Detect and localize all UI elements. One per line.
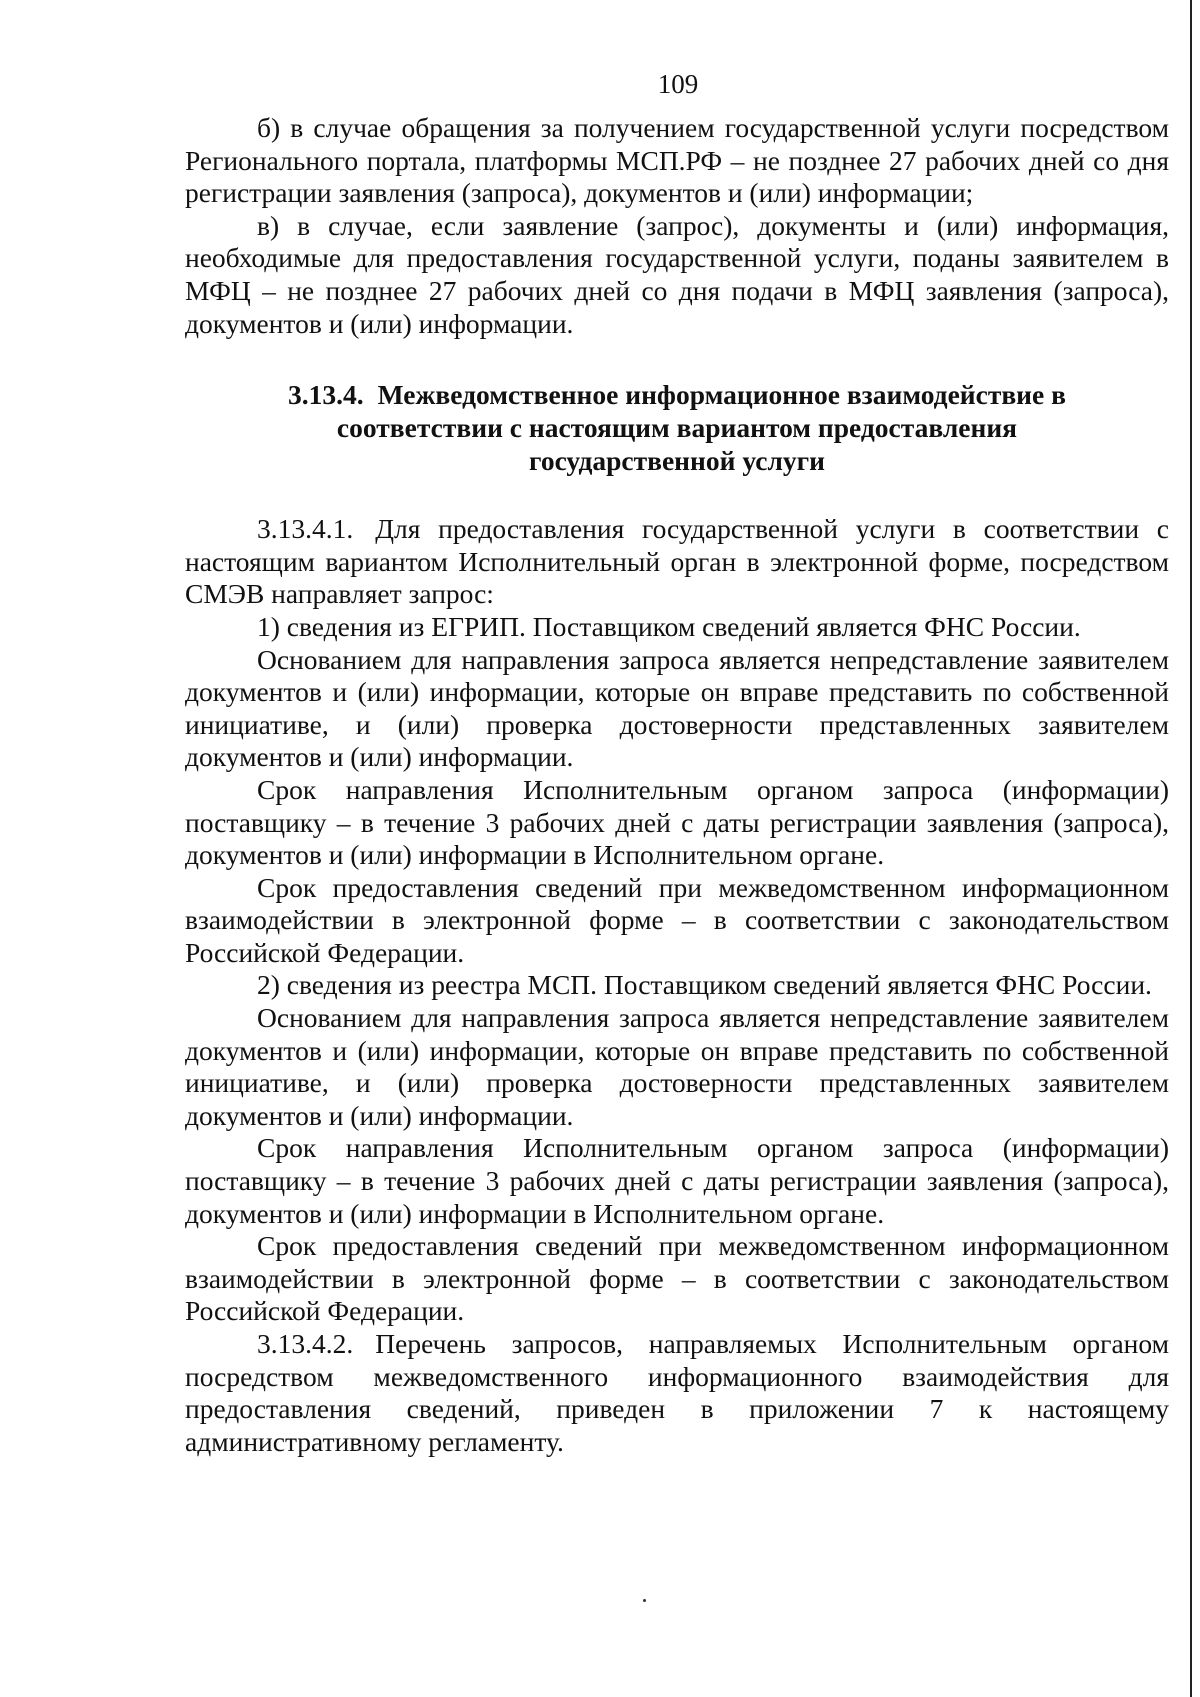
heading-line-3: государственной услуги xyxy=(529,445,825,477)
document-body xyxy=(185,112,1169,1458)
scan-artifact-dot xyxy=(643,1599,646,1602)
item-2-provide-term: Срок предоставления сведений при межведомственном информационном взаимодействии в электронной форме – в соответствии с законодательством Российской Федерации. xyxy=(185,1230,1169,1327)
section-heading xyxy=(185,378,1169,477)
item-1-request-term: Срок направления Исполнительным органом запроса (информации) поставщику – в течение 3 рабочих дней с даты регистрации заявления (запроса), документов и (или) информации в Исполнительном органе. xyxy=(185,773,1169,871)
item-1-basis: Основанием для направления запроса является непредставление заявителем документов и (или) информации, которые он вправе представить по собственной инициативе, и (или) проверка достоверности представленных заявителем документов и (или) информации. xyxy=(185,643,1169,773)
subsection-number-2: 3.13.4.2. xyxy=(257,1328,354,1359)
page-number: 109 xyxy=(657,69,699,99)
subsection-intro-text: Для предоставления государственной услуги в соответствии с настоящим вариантом Исполнительный орган в электронной форме, посредством СМЭВ направляет запрос: xyxy=(185,513,1169,610)
item-1-provide-term: Срок предоставления сведений при межведомственном информационном взаимодействии в электронной форме – в соответствии с законодательством Российской Федерации. xyxy=(185,871,1169,968)
item-2-msp-registry: 2) сведения из реестра МСП. Поставщиком сведений является ФНС России. xyxy=(257,969,1152,1001)
paragraph-v: в) в случае, если заявление (запрос), документы и (или) информация, необходимые для предоставления государственной услуги, поданы заявителем в МФЦ – не позднее 27 рабочих дней со дня подачи в МФЦ заявления (запроса), документов и (или) информации. xyxy=(185,209,1169,339)
item-2-request-term: Срок направления Исполнительным органом запроса (информации) поставщику – в течение 3 рабочих дней с даты регистрации заявления (запроса), документов и (или) информации в Исполнительном органе. xyxy=(185,1132,1169,1229)
subsection-2-text: Перечень запросов, направляемых Исполнительным органом посредством межведомственного информационного взаимодействия для предоставления сведений, приведен в приложении 7 к настоящему административному регламенту. xyxy=(185,1328,1169,1457)
page-edge-line xyxy=(1190,0,1192,1697)
heading-line-2: соответствии с настоящим вариантом предоставления xyxy=(336,412,1018,444)
subsection-number-1: 3.13.4.1. xyxy=(257,513,354,545)
item-1-egrip: 1) сведения из ЕГРИП. Поставщиком сведений является ФНС России. xyxy=(257,610,1081,642)
heading-line-1 xyxy=(185,378,1169,411)
subsection-3-13-4-2 xyxy=(185,1328,1169,1458)
heading-text-1: Межведомственное информационное взаимодействие в xyxy=(377,379,1066,411)
paragraph-b: б) в случае обращения за получением государственной услуги посредством Регионального портала, платформы МСП.РФ – не позднее 27 рабочих дней со дня регистрации заявления (запроса), документов и (или) информации; xyxy=(185,112,1169,209)
heading-number: 3.13.4. xyxy=(288,379,364,411)
subsection-3-13-4-1-intro xyxy=(185,513,1169,611)
item-2-basis: Основанием для направления запроса является непредставление заявителем документов и (или) информации, которые он вправе представить по собственной инициативе, и (или) проверка достоверности представленных заявителем документов и (или) информации. xyxy=(185,1002,1169,1131)
